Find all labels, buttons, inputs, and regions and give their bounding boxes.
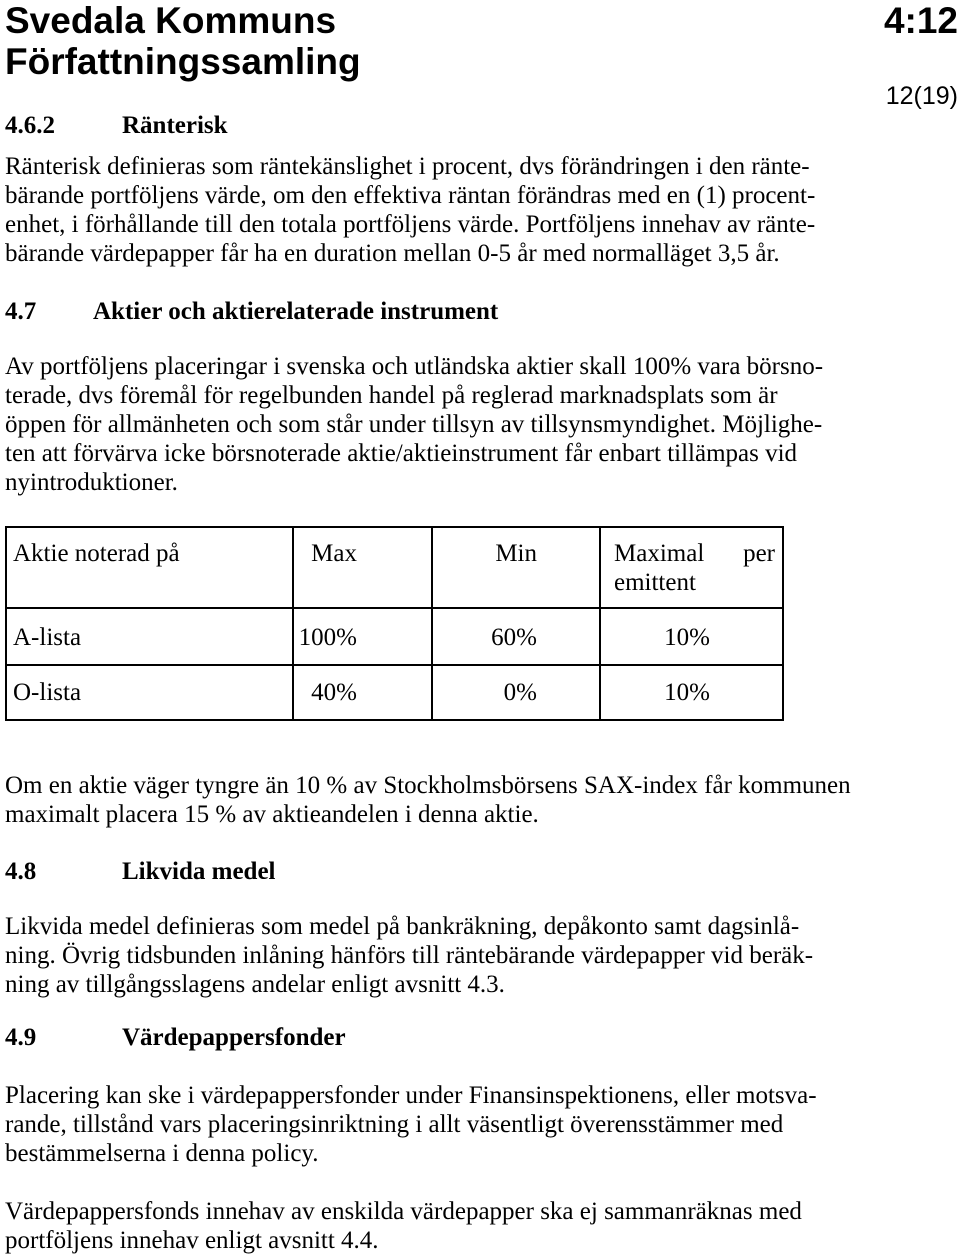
section-title: Värdepappersfonder bbox=[122, 1024, 346, 1051]
table-cell: 100% bbox=[294, 609, 433, 666]
text-line: Värdepappersfonds innehav av enskilda värdepapper ska ej sammanräknas med bbox=[5, 1198, 802, 1225]
section-number: 4.7 bbox=[5, 298, 37, 325]
text-line: portföljens innehav enligt avsnitt 4.4. bbox=[5, 1227, 379, 1254]
table-cell: A-lista bbox=[7, 609, 294, 666]
section-number: 4.9 bbox=[5, 1024, 37, 1051]
text-line: Likvida medel definieras som medel på bankräkning, depåkonto samt dagsinlå- bbox=[5, 913, 800, 940]
paragraph-aktier-note bbox=[5, 771, 851, 829]
section-number: 4.6.2 bbox=[5, 112, 55, 139]
text-line: öppen för allmänheten och som står under tillsyn av tillsynsmyndighet. Möjlighe- bbox=[5, 411, 823, 438]
text-line: Om en aktie väger tyngre än 10 % av Stockholmsbörsens SAX-index får kommunen bbox=[5, 772, 851, 799]
text-line: ning. Övrig tidsbunden inlåning hänförs till räntebärande värdepapper vid beräk- bbox=[5, 942, 814, 969]
section-number: 4.8 bbox=[5, 858, 37, 885]
table-header-cell: Aktie noterad på bbox=[7, 528, 294, 609]
paragraph-likvida bbox=[5, 912, 813, 999]
table-header-cell: Max bbox=[294, 528, 433, 609]
paragraph-ranterisk bbox=[5, 152, 815, 268]
collection-name: Författningssamling bbox=[5, 41, 361, 82]
table-header-cell: Maximal per emittent bbox=[601, 528, 784, 609]
text-line: nyintroduktioner. bbox=[5, 469, 178, 496]
text-line: maximalt placera 15 % av aktieandelen i denna aktie. bbox=[5, 801, 539, 828]
text-line: enhet, i förhållande till den totala portföljens värde. Portföljens innehav av ränte- bbox=[5, 211, 816, 238]
text-line: bestämmelserna i denna policy. bbox=[5, 1140, 319, 1167]
table-cell: O-lista bbox=[7, 666, 294, 721]
text-line: ten att förvärva icke börsnoterade aktie/aktieinstrument får enbart tillämpas vid bbox=[5, 440, 798, 467]
org-name: Svedala Kommuns bbox=[5, 0, 337, 41]
text-line: rande, tillstånd vars placeringsinriktning i allt väsentligt överensstämmer med bbox=[5, 1111, 784, 1138]
paragraph-fonder-1 bbox=[5, 1081, 817, 1168]
text-line: Ränterisk definieras som räntekänslighet i procent, dvs förändringen i den ränte- bbox=[5, 153, 810, 180]
text-line: terade, dvs föremål för regelbunden handel på reglerad marknadsplats som är bbox=[5, 382, 778, 409]
page-indicator: 12(19) bbox=[885, 82, 958, 110]
text-line: ning av tillgångsslagens andelar enligt avsnitt 4.3. bbox=[5, 971, 505, 998]
section-title: Likvida medel bbox=[122, 858, 276, 885]
section-heading-likvida bbox=[5, 857, 905, 886]
section-title: Aktier och aktierelaterade instrument bbox=[93, 298, 499, 325]
table-cell: 0% bbox=[433, 666, 601, 721]
doc-number: 4:12 bbox=[883, 0, 958, 41]
text-line: bärande portföljens värde, om den effektiva räntan förändras med en (1) procent- bbox=[5, 182, 816, 209]
paragraph-aktier-intro bbox=[5, 352, 823, 497]
text-line: bärande värdepapper får ha en duration mellan 0-5 år med normalläget 3,5 år. bbox=[5, 240, 780, 267]
text-line: Av portföljens placeringar i svenska och utländska aktier skall 100% vara börsno- bbox=[5, 353, 824, 380]
paragraph-fonder-2 bbox=[5, 1197, 802, 1255]
section-heading-aktier bbox=[5, 297, 905, 326]
limits-table bbox=[5, 526, 784, 721]
table-cell: 10% bbox=[601, 609, 784, 666]
table-header-cell: Min bbox=[433, 528, 601, 609]
table-cell: 10% bbox=[601, 666, 784, 721]
text-line: Placering kan ske i värdepappersfonder under Finansinspektionens, eller motsva- bbox=[5, 1082, 817, 1109]
table-cell: 60% bbox=[433, 609, 601, 666]
table-cell: 40% bbox=[294, 666, 433, 721]
section-title: Ränterisk bbox=[122, 112, 228, 139]
document-header-title bbox=[5, 0, 361, 82]
section-heading-fonder bbox=[5, 1023, 905, 1052]
section-heading-ranterisk bbox=[5, 111, 905, 140]
